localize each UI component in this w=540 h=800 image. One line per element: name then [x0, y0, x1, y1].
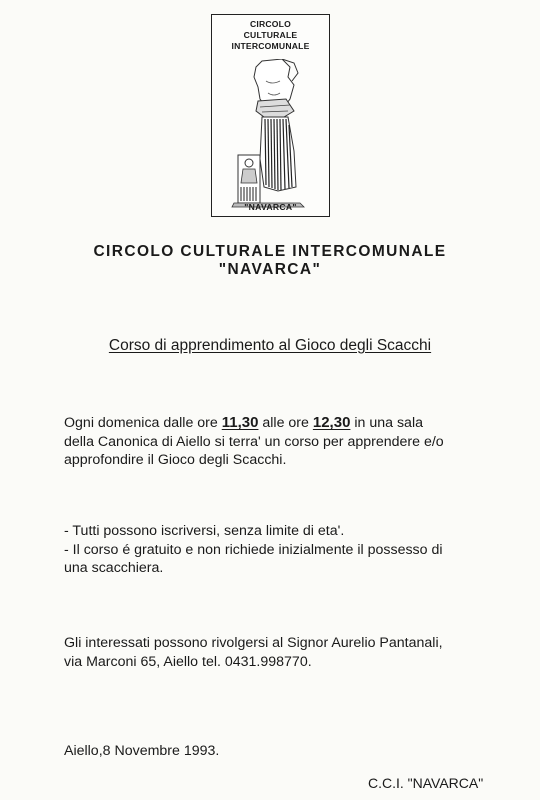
conditions-line-3: una scacchiera. — [64, 560, 164, 576]
document-date: Aiello,8 Novembre 1993. — [64, 743, 220, 759]
schedule-line-1-start: Ogni domenica dalle ore — [64, 415, 222, 431]
logo-title-line-2: CULTURALE — [243, 30, 298, 40]
start-time: 11,30 — [221, 414, 259, 431]
contact-line-2: via Marconi 65, Aiello tel. 0431.998770. — [64, 653, 312, 670]
conditions-line-2: - Il corso é gratuito e non richiede inizialmente il possesso di — [64, 541, 443, 558]
logo-title-line-1: CIRCOLO — [249, 19, 292, 29]
schedule-line-1-end: in una sala — [350, 415, 423, 431]
contact-paragraph — [64, 634, 524, 671]
logo-title-line-3: INTERCOMUNALE — [231, 41, 310, 51]
signature: C.C.I. "NAVARCA" — [368, 775, 484, 791]
heading-line-1: CIRCOLO CULTURALE INTERCOMUNALE — [93, 243, 447, 260]
end-time: 12,30 — [312, 414, 351, 431]
conditions-paragraph — [64, 522, 524, 578]
statue-logo-icon — [224, 59, 319, 209]
conditions-line-1: - Tutti possono iscriversi, senza limite di eta'. — [64, 523, 345, 539]
schedule-line-1 — [64, 414, 524, 433]
logo-caption: "NAVARCA" — [244, 202, 297, 212]
heading-line-2: "NAVARCA" — [218, 261, 322, 278]
page-heading — [0, 243, 540, 279]
schedule-line-3: approfondire il Gioco degli Scacchi. — [64, 452, 287, 468]
schedule-line-1-middle: alle ore — [258, 415, 313, 431]
logo-box — [211, 14, 330, 217]
contact-line-1: Gli interessati possono rivolgersi al Signor Aurelio Pantanali, — [64, 635, 443, 651]
logo-title — [212, 19, 329, 52]
schedule-line-2: della Canonica di Aiello si terra' un corso per apprendere e/o — [64, 433, 444, 450]
schedule-paragraph — [64, 414, 524, 470]
course-title: Corso di apprendimento al Gioco degli Scacchi — [108, 337, 432, 354]
